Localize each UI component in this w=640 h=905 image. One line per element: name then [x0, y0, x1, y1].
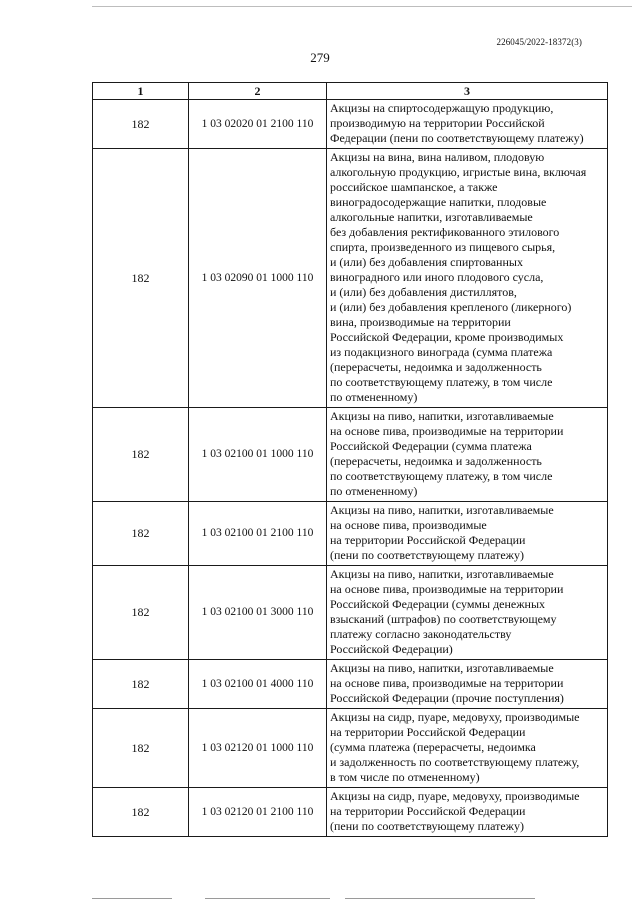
table-row	[93, 408, 608, 502]
admin-code-cell: 182	[93, 149, 189, 408]
budget-code-cell: 1 03 02120 01 2100 110	[189, 788, 327, 837]
description-cell: Акцизы на сидр, пуаре, медовуху, производимые на территории Российской Федерации (пени по соответствующему платежу)	[327, 788, 608, 837]
budget-code-cell: 1 03 02100 01 3000 110	[189, 566, 327, 660]
description-cell: Акцизы на спиртосодержащую продукцию, производимую на территории Российской Федерации (пени по соответствующему платежу)	[327, 100, 608, 149]
top-scan-line	[92, 0, 632, 7]
admin-code-cell: 182	[93, 788, 189, 837]
admin-code-cell: 182	[93, 100, 189, 149]
description-cell: Акцизы на пиво, напитки, изготавливаемые на основе пива, производимые на территории Российской Федерации (пени по соответствующему платежу)	[327, 502, 608, 566]
budget-code-cell: 1 03 02120 01 1000 110	[189, 709, 327, 788]
table-row	[93, 502, 608, 566]
description-cell: Акцизы на пиво, напитки, изготавливаемые на основе пива, производимые на территории Российской Федерации (суммы денежных взысканий (штрафов) по соответствующему платежу согласно законодательству Российской Федерации)	[327, 566, 608, 660]
page-number: 279	[310, 50, 330, 65]
description-cell: Акцизы на пиво, напитки, изготавливаемые на основе пива, производимые на территории Российской Федерации (сумма платежа (перерасчеты, недоимка и задолженность по соответствующему платежу, в том числе по отмененному)	[327, 408, 608, 502]
table-row	[93, 100, 608, 149]
budget-code-cell: 1 03 02090 01 1000 110	[189, 149, 327, 408]
column-header-1: 1	[93, 83, 189, 100]
footer-scan-line	[92, 898, 172, 900]
table-header-row	[93, 83, 608, 100]
admin-code-cell: 182	[93, 709, 189, 788]
footer-scan-line	[205, 898, 330, 900]
budget-code-cell: 1 03 02100 01 2100 110	[189, 502, 327, 566]
budget-code-cell: 1 03 02020 01 2100 110	[189, 100, 327, 149]
admin-code-cell: 182	[93, 566, 189, 660]
description-cell: Акцизы на сидр, пуаре, медовуху, производимые на территории Российской Федерации (сумма платежа (перерасчеты, недоимка и задолженность по соответствующему платежу, в том числе по отмененному)	[327, 709, 608, 788]
column-header-2: 2	[189, 83, 327, 100]
description-cell: Акцизы на вина, вина наливом, плодовую алкогольную продукцию, игристые вина, включая российское шампанское, а также виноградосодержащие напитки, плодовые алкогольные напитки, изготавливаемые без добавления ректификованного этилового спирта, произведенного из пищевого сырья, и (или) без добавления спиртованных виноградного или иного плодового сусла, и (или) без добавления дистиллятов, и (или) без добавления крепленого (ликерного) вина, производимые на территории Российской Федерации, кроме производимых из подакцизного винограда (сумма платежа (перерасчеты, недоимка и задолженность по соответствующему платежу, в том числе по отмененному)	[327, 149, 608, 408]
excise-codes-table	[92, 82, 608, 837]
table-row	[93, 566, 608, 660]
description-cell: Акцизы на пиво, напитки, изготавливаемые на основе пива, производимые на территории Российской Федерации (прочие поступления)	[327, 660, 608, 709]
admin-code-cell: 182	[93, 660, 189, 709]
table-row	[93, 660, 608, 709]
table-row	[93, 149, 608, 408]
budget-code-cell: 1 03 02100 01 4000 110	[189, 660, 327, 709]
column-header-3: 3	[327, 83, 608, 100]
table-row	[93, 709, 608, 788]
admin-code-cell: 182	[93, 502, 189, 566]
footer-scan-line	[345, 898, 535, 900]
budget-code-cell: 1 03 02100 01 1000 110	[189, 408, 327, 502]
table-row	[93, 788, 608, 837]
admin-code-cell: 182	[93, 408, 189, 502]
document-id: 226045/2022-18372(3)	[496, 37, 582, 47]
